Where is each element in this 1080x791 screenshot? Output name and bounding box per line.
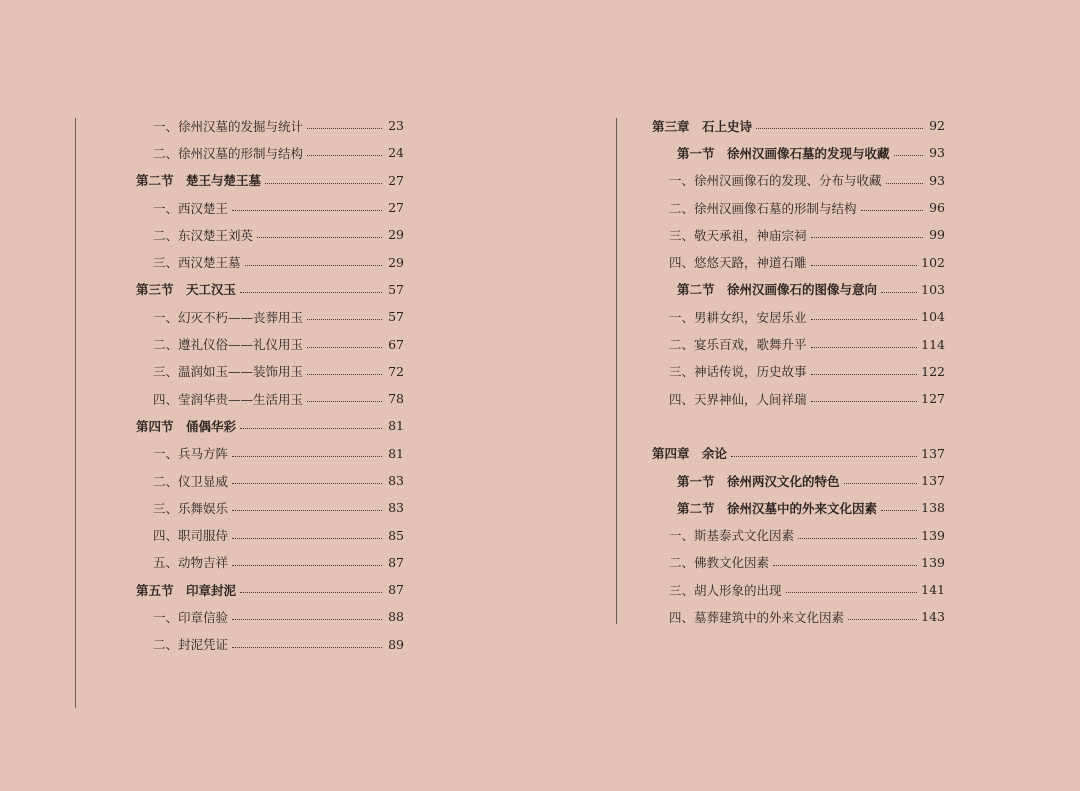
dot-leader [307,333,382,348]
toc-subsection-entry[interactable] [136,549,404,576]
dot-leader [232,496,382,511]
dot-leader [307,387,382,402]
toc-entry-title: 第一节 徐州两汉文化的特色 [677,473,840,489]
dot-leader [245,251,382,266]
toc-page-number: 96 [929,200,945,216]
toc-page-number: 104 [921,309,945,325]
toc-entry-title: 一、男耕女织，安居乐业 [669,309,807,325]
dot-leader [232,469,382,484]
toc-entry-title: 二、封泥凭证 [153,637,229,653]
toc-page-number: 72 [388,363,404,379]
dot-leader [811,387,918,402]
toc-entry-title: 四、职司服侍 [153,528,229,544]
toc-section-entry[interactable] [652,139,945,166]
toc-entry-title: 一、西汉楚王 [153,200,229,216]
toc-entry-title: 四、莹润华贵——生活用玉 [153,391,304,407]
toc-entry-title: 第一节 徐州汉画像石墓的发现与收藏 [677,145,890,161]
toc-subsection-entry[interactable] [652,521,945,548]
toc-page-number: 27 [388,172,404,188]
dot-leader [861,196,923,211]
toc-entry-title: 四、悠悠天路，神道石雕 [669,255,807,271]
dot-leader [756,114,923,129]
toc-entry-title: 三、神话传说，历史故事 [669,364,807,380]
toc-subsection-entry[interactable] [652,385,945,412]
toc-entry-title: 一、徐州汉墓的发掘与统计 [153,118,304,134]
toc-page-number: 83 [388,473,404,488]
dot-leader [811,305,918,320]
toc-entry-title: 二、遵礼仪俗——礼仪用玉 [153,337,304,353]
toc-page-number: 143 [921,609,945,625]
toc-subsection-entry[interactable] [652,194,945,221]
toc-page-number: 81 [388,418,404,434]
toc-entry-title: 二、仪卫显威 [153,473,229,489]
dot-leader [881,496,917,511]
toc-page-number: 27 [388,200,404,216]
toc-page-number: 137 [921,473,945,488]
toc-section-entry[interactable] [136,576,404,603]
dot-leader [307,305,382,320]
toc-page-number: 83 [388,500,404,516]
dot-leader [848,605,917,620]
toc-page-number: 24 [388,145,404,161]
toc-subsection-entry[interactable] [652,330,945,357]
toc-page-number: 81 [388,445,404,461]
toc-page-number: 139 [921,554,945,570]
toc-subsection-entry[interactable] [136,467,404,494]
toc-page-number: 102 [921,254,945,270]
toc-subsection-entry[interactable] [136,603,404,630]
dot-leader [881,278,917,293]
toc-page-number: 103 [921,281,945,297]
toc-entry-title: 三、西汉楚王墓 [153,255,241,271]
dot-leader [811,360,918,375]
toc-section-entry[interactable] [652,276,945,303]
toc-page-number: 78 [388,391,404,407]
dot-leader [232,524,382,539]
toc-page-number: 137 [921,445,945,461]
section-spacer [652,412,945,439]
toc-entry-title: 一、幻灭不朽——丧葬用玉 [153,309,304,325]
toc-subsection-entry[interactable] [652,303,945,330]
toc-subsection-entry[interactable] [136,139,404,166]
toc-subsection-entry[interactable] [652,221,945,248]
toc-page-number: 88 [388,609,404,625]
toc-subsection-entry[interactable] [136,385,404,412]
toc-subsection-entry[interactable] [136,521,404,548]
dot-leader [232,442,382,457]
dot-leader [232,551,382,566]
toc-entry-title: 二、徐州汉墓的形制与结构 [153,145,304,161]
toc-page-number: 87 [388,554,404,570]
toc-page-number: 57 [388,309,404,325]
dot-leader [773,551,917,566]
toc-entry-title: 第二节 楚王与楚王墓 [136,173,262,189]
toc-entry-title: 二、徐州汉画像石墓的形制与结构 [669,200,857,216]
dot-leader [731,442,917,457]
toc-entry-title: 五、动物吉祥 [153,555,229,571]
toc-entry-title: 第四节 俑偶华彩 [136,418,237,434]
dot-leader [257,223,382,238]
toc-entry-title: 四、天界神仙，人间祥瑞 [669,391,807,407]
toc-page-number: 93 [929,145,945,161]
toc-subsection-entry[interactable] [136,194,404,221]
toc-subsection-entry[interactable] [136,112,404,139]
toc-section-entry[interactable] [652,467,945,494]
toc-entry-title: 第五节 印章封泥 [136,582,237,598]
toc-entry-title: 三、乐舞娱乐 [153,500,229,516]
toc-entry-title: 二、东汉楚王刘英 [153,227,254,243]
toc-entry-title: 一、徐州汉画像石的发现、分布与收藏 [669,173,882,189]
toc-subsection-entry[interactable] [652,576,945,603]
toc-chapter-entry[interactable] [652,112,945,139]
toc-entry-title: 第二节 徐州汉画像石的图像与意向 [677,282,878,298]
toc-subsection-entry[interactable] [652,603,945,630]
toc-page-number: 89 [388,636,404,652]
toc-subsection-entry[interactable] [652,358,945,385]
toc-page-number: 57 [388,281,404,297]
toc-chapter-entry[interactable] [652,440,945,467]
dot-leader [265,169,382,184]
toc-subsection-entry[interactable] [136,440,404,467]
toc-section-entry[interactable] [136,167,404,194]
toc-page-number: 29 [388,227,404,243]
dot-leader [798,524,917,539]
toc-entry-title: 一、印章信验 [153,609,229,625]
toc-subsection-entry[interactable] [652,167,945,194]
left-margin-rule [75,118,76,708]
dot-leader [786,578,918,593]
dot-leader [232,196,382,211]
toc-page-number: 122 [921,363,945,379]
toc-left-page [136,112,404,658]
toc-entry-title: 三、敬天承祖，神庙宗祠 [669,227,807,243]
toc-subsection-entry[interactable] [652,549,945,576]
dot-leader [811,251,918,266]
toc-entry-title: 第四章 余论 [652,446,728,462]
toc-page-number: 85 [388,527,404,543]
dot-leader [811,223,923,238]
toc-page-number: 141 [921,582,945,598]
toc-page-number: 92 [929,118,945,134]
toc-section-entry[interactable] [652,494,945,521]
toc-entry-title: 三、温润如玉——装饰用玉 [153,364,304,380]
dot-leader [307,360,382,375]
toc-page-number: 139 [921,527,945,543]
toc-entry-title: 一、斯基泰式文化因素 [669,528,795,544]
toc-subsection-entry[interactable] [136,248,404,275]
dot-leader [240,414,382,429]
dot-leader [232,633,382,648]
dot-leader [844,469,918,484]
toc-page-number: 138 [921,500,945,516]
toc-subsection-entry[interactable] [136,494,404,521]
toc-right-page [652,112,945,631]
dot-leader [240,578,382,593]
toc-entry-title: 第三章 石上史诗 [652,118,753,134]
toc-entry-title: 二、宴乐百戏，歌舞升平 [669,337,807,353]
toc-page-number: 67 [388,336,404,352]
toc-section-entry[interactable] [136,276,404,303]
toc-subsection-entry[interactable] [136,330,404,357]
toc-subsection-entry[interactable] [136,631,404,658]
dot-leader [240,278,382,293]
toc-page-number: 127 [921,391,945,407]
toc-entry-title: 二、佛教文化因素 [669,555,770,571]
toc-entry-title: 四、墓葬建筑中的外来文化因素 [669,609,845,625]
dot-leader [811,333,918,348]
dot-leader [894,141,923,156]
dot-leader [307,114,382,129]
toc-entry-title: 三、胡人形象的出现 [669,582,782,598]
toc-subsection-entry[interactable] [136,358,404,385]
toc-entry-title: 第三节 天工汉玉 [136,282,237,298]
toc-entry-title: 第二节 徐州汉墓中的外来文化因素 [677,500,878,516]
toc-subsection-entry[interactable] [652,248,945,275]
toc-subsection-entry[interactable] [136,303,404,330]
toc-entry-title: 一、兵马方阵 [153,446,229,462]
toc-page-number: 29 [388,254,404,270]
toc-page-number: 87 [388,582,404,598]
toc-page-number: 93 [929,172,945,188]
toc-subsection-entry[interactable] [136,221,404,248]
toc-page-number: 99 [929,227,945,243]
right-margin-rule [616,118,617,624]
toc-page-number: 23 [388,118,404,134]
dot-leader [886,169,923,184]
dot-leader [307,141,382,156]
dot-leader [232,605,382,620]
toc-section-entry[interactable] [136,412,404,439]
toc-page-number: 114 [921,336,945,352]
